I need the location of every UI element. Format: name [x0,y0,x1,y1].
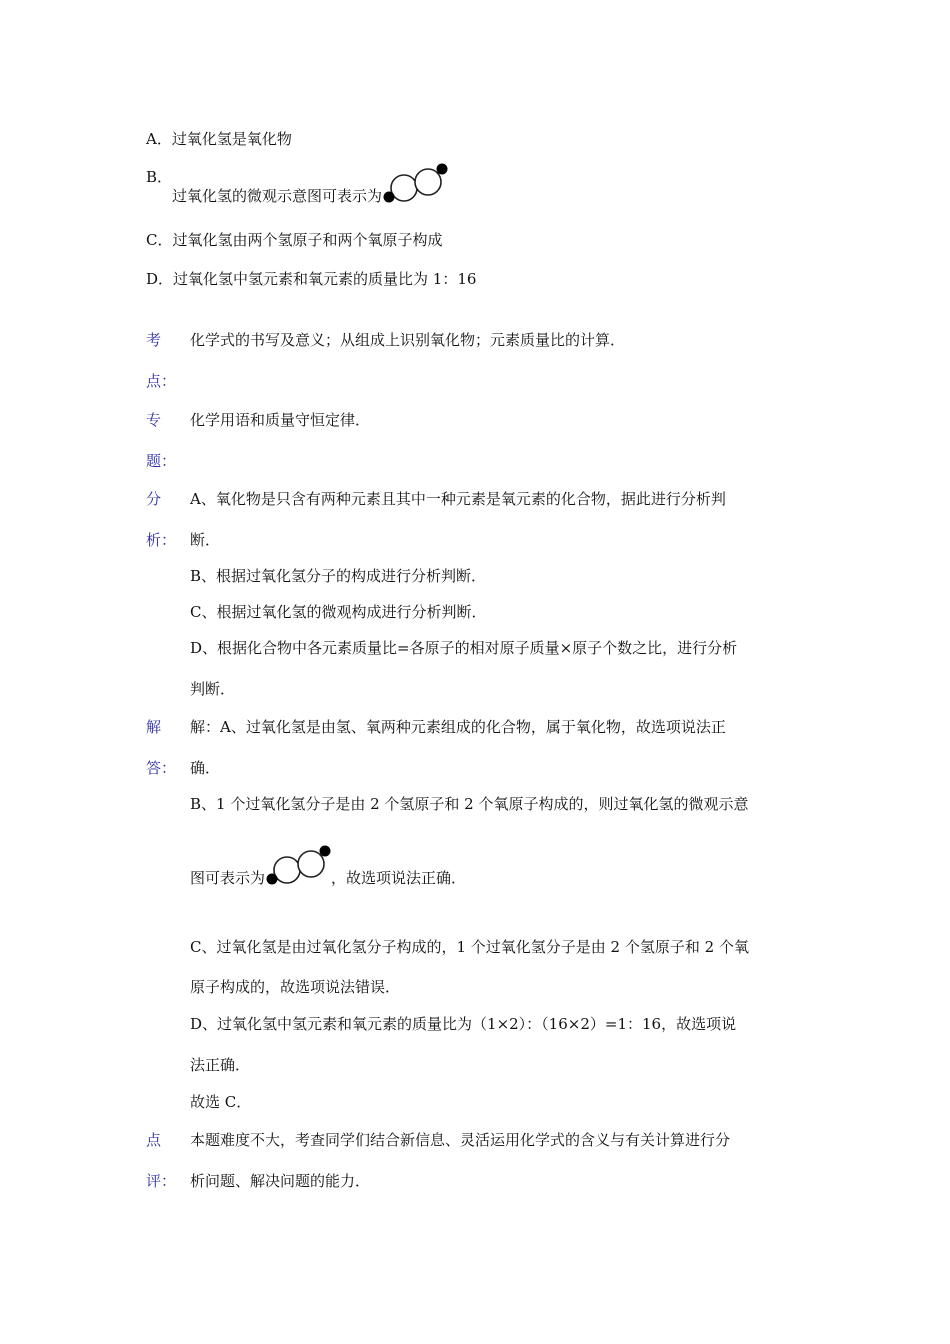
jieda-c-line2: 原子构成的，故选项说法错误． [190,978,401,996]
dianping-label-1: 点 [146,1131,162,1149]
kaodian-label-1: 考 [146,331,162,349]
jieda-b-line2-post: ，故选项说法正确． [331,869,467,887]
zhuanti-label-1: 专 [146,411,162,429]
jieda-d-line2: 法正确． [190,1056,251,1074]
fenxi-a-line2: 断． [190,531,221,549]
jieda-b-line2-pre: 图可表示为 [190,869,266,887]
fenxi-d-line1: D、根据化合物中各元素质量比=各原子的相对原子质量×原子个数之比，进行分析 [190,639,738,657]
jieda-label-2: 答： [146,759,177,777]
dianping-label-2: 评： [146,1172,177,1190]
option-b-letter: B． [146,168,173,186]
fenxi-d-line2: 判断． [190,680,236,698]
hydrogen-peroxide-molecule-icon [382,160,448,206]
jieda-c-line1: C、过氧化氢是由过氧化氢分子构成的，1 个过氧化氢分子是由 2 个氢原子和 2 个氧 [190,938,749,956]
fenxi-c: C、根据过氧化氢的微观构成进行分析判断． [190,603,487,621]
jieda-d-line1: D、过氧化氢中氢元素和氧元素的质量比为（1×2）：（16×2）=1：16，故选项说 [190,1015,737,1033]
hydrogen-peroxide-molecule-icon [265,842,331,888]
jieda-a-line2: 确． [190,759,221,777]
jieda-conclusion: 故选 C． [190,1093,252,1111]
option-b [172,160,448,206]
kaodian-text: 化学式的书写及意义；从组成上识别氧化物；元素质量比的计算． [190,331,626,349]
fenxi-label-1: 分 [146,490,162,508]
fenxi-label-2: 析： [146,531,177,549]
fenxi-a-line1: A、氧化物是只含有两种元素且其中一种元素是氧元素的化合物，据此进行分析判 [190,490,726,508]
option-d: D．过氧化氢中氢元素和氧元素的质量比为 1：16 [146,270,477,288]
zhuanti-label-2: 题： [146,452,177,470]
jieda-b-line1: B、1 个过氧化氢分子是由 2 个氢原子和 2 个氧原子构成的，则过氧化氢的微观示意 [190,795,749,813]
jieda-b-line2 [190,842,466,888]
dianping-line1: 本题难度不大，考查同学们结合新信息、灵活运用化学式的含义与有关计算进行分 [190,1131,731,1149]
option-a: A．过氧化氢是氧化物 [146,130,292,148]
option-c: C．过氧化氢由两个氢原子和两个氧原子构成 [146,231,443,249]
jieda-label-1: 解 [146,718,162,736]
kaodian-label-2: 点： [146,372,177,390]
fenxi-b: B、根据过氧化氢分子的构成进行分析判断． [190,567,487,585]
dianping-line2: 析问题、解决问题的能力． [190,1172,371,1190]
jieda-a-line1: 解：A、过氧化氢是由氢、氧两种元素组成的化合物，属于氧化物，故选项说法正 [190,718,726,736]
option-b-text: 过氧化氢的微观示意图可表示为 [172,187,383,205]
zhuanti-text: 化学用语和质量守恒定律． [190,411,371,429]
